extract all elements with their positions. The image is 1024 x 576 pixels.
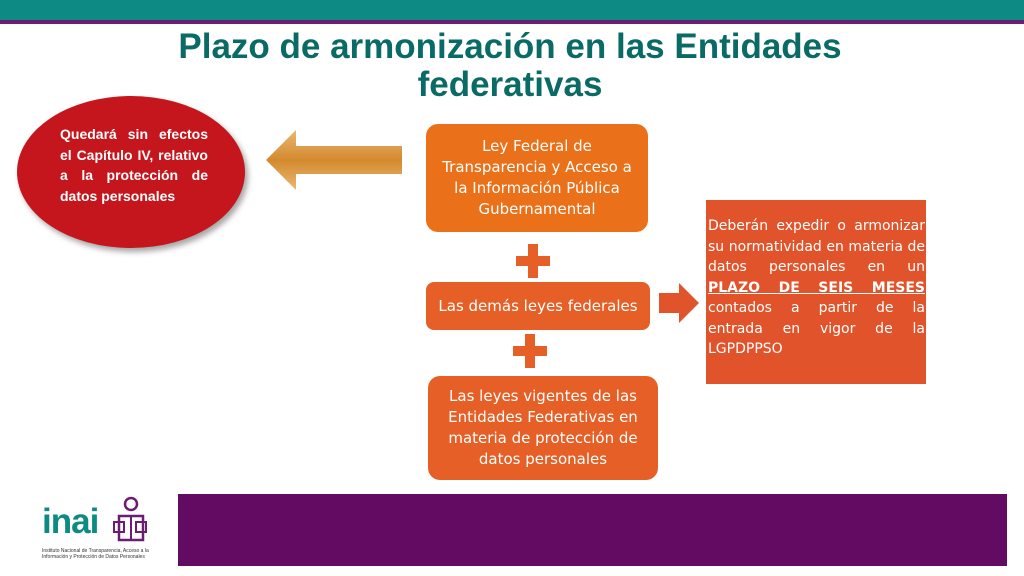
left-arrow-icon bbox=[266, 130, 402, 190]
slide-title-line-2: federativas bbox=[417, 65, 603, 104]
slide-title-line-1: Plazo de armonización en las Entidades bbox=[178, 27, 842, 66]
law-box-other-federal-label: Las demás leyes federales bbox=[438, 296, 638, 315]
plus-icon bbox=[516, 244, 550, 278]
right-arrow-icon bbox=[659, 283, 699, 323]
header-purple-stripe bbox=[0, 20, 1024, 24]
consequence-text: Quedará sin efectos el Capítulo IV, relativo a la protección de datos personales bbox=[60, 126, 208, 204]
inai-logo-icon bbox=[112, 496, 148, 544]
deadline-box bbox=[706, 200, 926, 384]
inai-logo-caption: Instituto Nacional de Transparencia, Acceso a la Información y Protección de Datos Personales bbox=[42, 548, 149, 560]
law-box-other-federal bbox=[426, 282, 650, 330]
law-box-state-laws-label: Las leyes vigentes de las Entidades Federativas en materia de protección de datos personales bbox=[448, 387, 638, 468]
deadline-emphasis: PLAZO DE SEIS MESES bbox=[708, 279, 925, 296]
inai-logo-text: inai bbox=[42, 502, 99, 541]
law-box-federal-transparency bbox=[426, 124, 648, 232]
plus-icon bbox=[513, 334, 547, 368]
slide-title bbox=[110, 28, 910, 104]
deadline-text-after: contados a partir de la entrada en vigor de la LGPDPPSO bbox=[708, 300, 925, 357]
law-box-federal-transparency-label: Ley Federal de Transparencia y Acceso a la Información Pública Gubernamental bbox=[442, 137, 632, 218]
deadline-text-before: Deberán expedir o armonizar su normatividad en materia de datos personales en un bbox=[708, 218, 925, 275]
deadline-text bbox=[708, 216, 925, 360]
header-teal-bar bbox=[0, 0, 1024, 20]
law-box-state-laws bbox=[428, 376, 658, 480]
footer-purple-bar bbox=[178, 494, 1007, 566]
